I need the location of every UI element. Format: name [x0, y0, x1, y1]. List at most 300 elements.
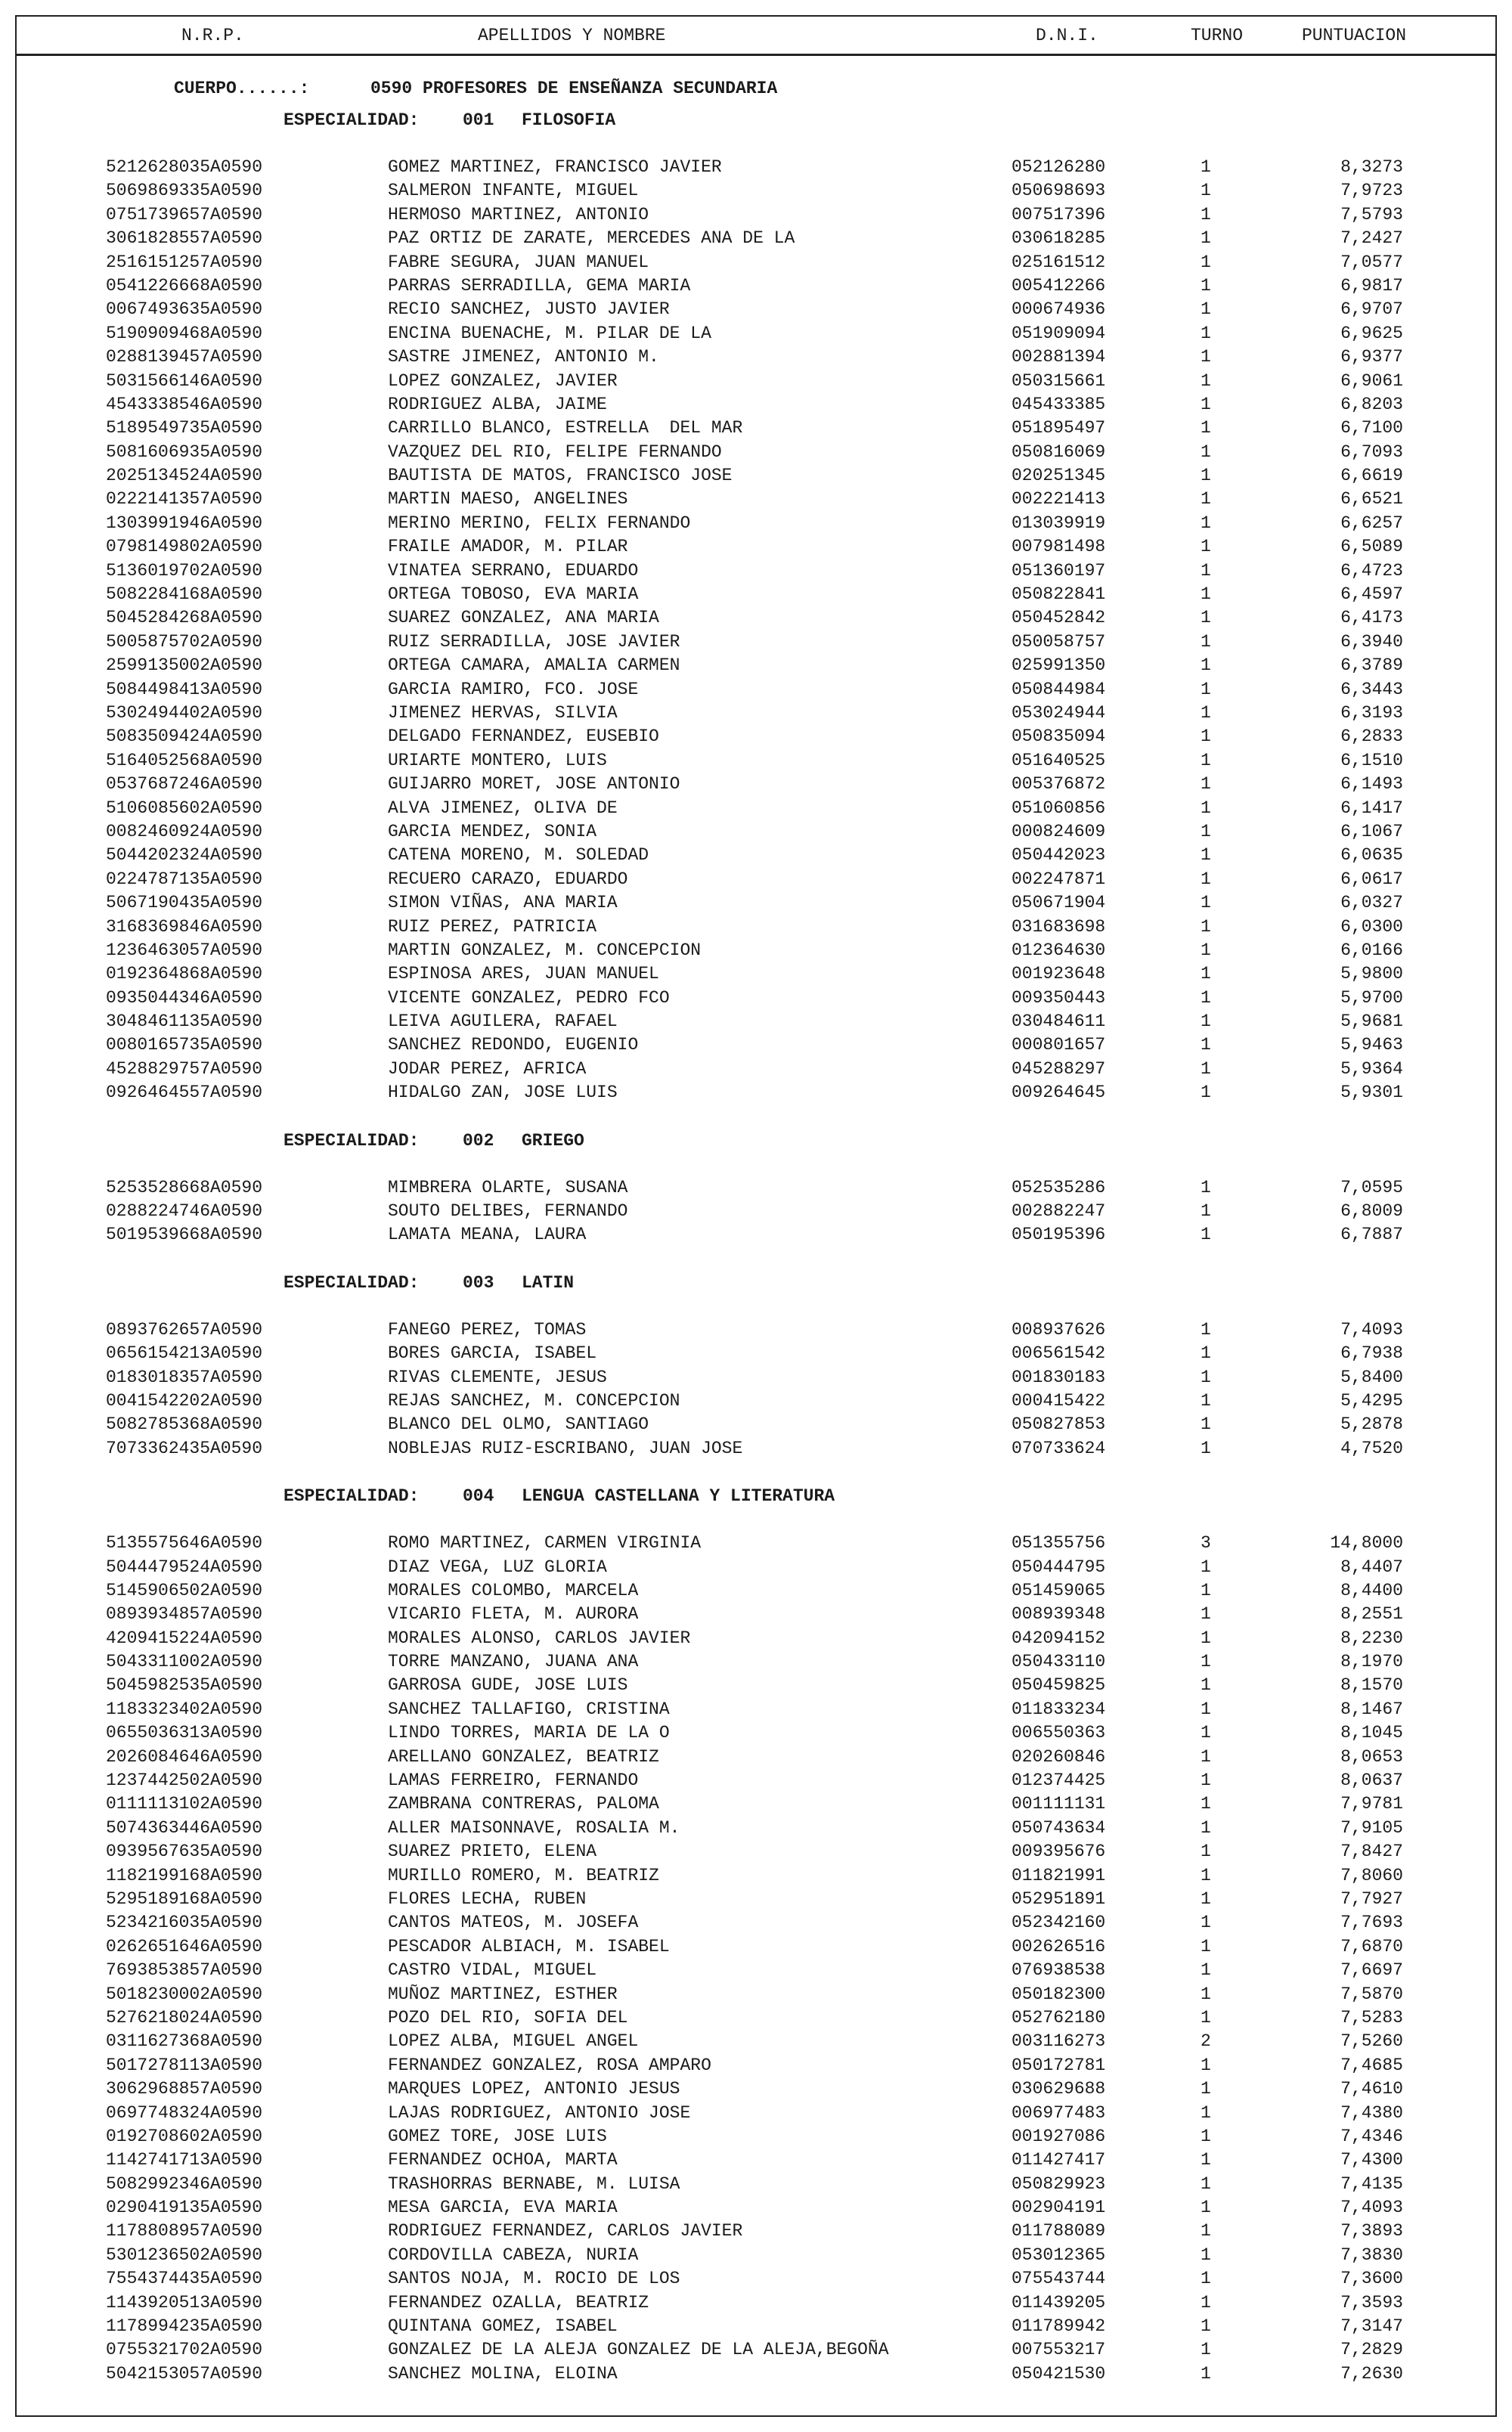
cell-dni: 050698693	[1012, 181, 1106, 201]
table-row	[15, 1792, 1497, 1816]
cell-puntuacion: 8,1045	[1340, 1723, 1403, 1743]
cell-turno: 1	[1201, 2221, 1211, 2241]
cell-puntuacion: 6,0300	[1340, 916, 1403, 937]
table-row	[15, 1746, 1497, 1769]
cell-apellidos-nombre: FANEGO PEREZ, TOMAS	[388, 1319, 587, 1340]
cell-puntuacion: 6,4173	[1340, 608, 1403, 628]
cell-nrp: 0697748324A0590	[106, 2102, 263, 2123]
cell-apellidos-nombre: MIMBRERA OLARTE, SUSANA	[388, 1177, 628, 1197]
cell-nrp: 5084498413A0590	[106, 679, 263, 699]
cell-turno: 1	[1201, 181, 1211, 201]
cell-nrp: 5044202324A0590	[106, 845, 263, 866]
cell-nrp: 3062968857A0590	[106, 2079, 263, 2099]
especialidad-heading	[15, 1129, 1497, 1176]
table-row	[15, 1058, 1497, 1081]
cell-dni: 000415422	[1012, 1390, 1106, 1411]
cell-dni: 030618285	[1012, 228, 1106, 249]
cell-turno: 1	[1201, 1012, 1211, 1032]
table-row	[15, 2030, 1497, 2053]
table-row	[15, 1081, 1497, 1104]
cell-turno: 1	[1201, 2126, 1211, 2146]
cell-dni: 050827853	[1012, 1414, 1106, 1435]
cell-dni: 011427417	[1012, 2150, 1106, 2170]
cell-turno: 1	[1201, 821, 1211, 841]
cell-puntuacion: 6,4597	[1340, 584, 1403, 605]
cell-turno: 1	[1201, 987, 1211, 1008]
table-row	[15, 1176, 1497, 1200]
cell-puntuacion: 7,4685	[1340, 2055, 1403, 2075]
cell-dni: 006550363	[1012, 1723, 1106, 1743]
table-row	[15, 820, 1497, 844]
cell-apellidos-nombre: GARCIA RAMIRO, FCO. JOSE	[388, 679, 639, 699]
header-apellidos: APELLIDOS Y NOMBRE	[478, 26, 666, 45]
cell-puntuacion: 8,4400	[1340, 1580, 1403, 1600]
table-row	[15, 1389, 1497, 1413]
cell-puntuacion: 7,3593	[1340, 2292, 1403, 2313]
cell-dni: 050315661	[1012, 370, 1106, 391]
cell-turno: 3	[1201, 1533, 1211, 1554]
table-row	[15, 749, 1497, 773]
cell-puntuacion: 7,4610	[1340, 2079, 1403, 2099]
cell-dni: 050822841	[1012, 584, 1106, 605]
especialidad-label: ESPECIALIDAD:	[284, 1272, 420, 1293]
cell-turno: 1	[1201, 1842, 1211, 1862]
cell-dni: 009395676	[1012, 1842, 1106, 1862]
cell-puntuacion: 6,0166	[1340, 940, 1403, 960]
cell-turno: 1	[1201, 418, 1211, 438]
table-row	[15, 583, 1497, 606]
table-row	[15, 512, 1497, 535]
cell-apellidos-nombre: FLORES LECHA, RUBEN	[388, 1889, 587, 1909]
cell-apellidos-nombre: SANTOS NOJA, M. ROCIO DE LOS	[388, 2269, 680, 2289]
table-row	[15, 251, 1497, 274]
cell-dni: 025161512	[1012, 252, 1106, 272]
table-row	[15, 1698, 1497, 1721]
cell-puntuacion: 7,2427	[1340, 228, 1403, 249]
cell-nrp: 0041542202A0590	[106, 1390, 263, 1411]
cell-puntuacion: 6,7100	[1340, 418, 1403, 438]
table-row	[15, 274, 1497, 298]
header-puntuacion: PUNTUACION	[1302, 26, 1407, 45]
cell-turno: 1	[1201, 1438, 1211, 1458]
cell-puntuacion: 6,4723	[1340, 560, 1403, 581]
cell-apellidos-nombre: ORTEGA CAMARA, AMALIA CARMEN	[388, 655, 680, 676]
cell-apellidos-nombre: RODRIGUEZ FERNANDEZ, CARLOS JAVIER	[388, 2221, 743, 2241]
cell-puntuacion: 6,8203	[1340, 394, 1403, 414]
cell-apellidos-nombre: MERINO MERINO, FELIX FERNANDO	[388, 513, 691, 533]
cell-nrp: 4528829757A0590	[106, 1058, 263, 1079]
table-row	[15, 2102, 1497, 2125]
cell-nrp: 0541226668A0590	[106, 275, 263, 296]
cell-nrp: 0192364868A0590	[106, 964, 263, 984]
cell-apellidos-nombre: MARTIN GONZALEZ, M. CONCEPCION	[388, 940, 702, 960]
cell-turno: 1	[1201, 940, 1211, 960]
cuerpo-label: CUERPO......:	[174, 79, 310, 98]
cell-dni: 050671904	[1012, 893, 1106, 913]
especialidad-code: 001	[463, 110, 494, 130]
cell-apellidos-nombre: ALVA JIMENEZ, OLIVA DE	[388, 798, 618, 818]
cell-puntuacion: 7,3830	[1340, 2245, 1403, 2265]
cell-dni: 052126280	[1012, 157, 1106, 177]
cell-puntuacion: 7,7693	[1340, 1913, 1403, 1933]
cell-dni: 050444795	[1012, 1557, 1106, 1577]
cell-nrp: 5082284168A0590	[106, 584, 263, 605]
cell-dni: 051895497	[1012, 418, 1106, 438]
cell-dni: 050816069	[1012, 441, 1106, 462]
cell-apellidos-nombre: PARRAS SERRADILLA, GEMA MARIA	[388, 275, 691, 296]
cell-nrp: 0798149802A0590	[106, 537, 263, 557]
especialidades-list	[15, 109, 1497, 2410]
cell-nrp: 2026084646A0590	[106, 1746, 263, 1767]
cell-dni: 075543744	[1012, 2269, 1106, 2289]
cell-nrp: 5074363446A0590	[106, 1817, 263, 1838]
cell-apellidos-nombre: SALMERON INFANTE, MIGUEL	[388, 181, 639, 201]
cell-turno: 1	[1201, 1557, 1211, 1577]
table-row	[15, 1579, 1497, 1603]
cell-nrp: 4209415224A0590	[106, 1628, 263, 1648]
cell-puntuacion: 7,0577	[1340, 252, 1403, 272]
especialidad-label: ESPECIALIDAD:	[284, 1486, 420, 1507]
table-row	[15, 559, 1497, 583]
table-row	[15, 773, 1497, 796]
cell-apellidos-nombre: PESCADOR ALBIACH, M. ISABEL	[388, 1936, 670, 1956]
cell-dni: 050433110	[1012, 1652, 1106, 1672]
table-row	[15, 891, 1497, 915]
cell-nrp: 0192708602A0590	[106, 2126, 263, 2146]
cell-nrp: 1236463057A0590	[106, 940, 263, 960]
table-row	[15, 1817, 1497, 1840]
cell-puntuacion: 6,1417	[1340, 798, 1403, 818]
cell-turno: 2	[1201, 2031, 1211, 2052]
cell-puntuacion: 5,9681	[1340, 1012, 1403, 1032]
cell-puntuacion: 8,1570	[1340, 1675, 1403, 1696]
cell-apellidos-nombre: MURILLO ROMERO, M. BEATRIZ	[388, 1865, 659, 1885]
cell-apellidos-nombre: MORALES COLOMBO, MARCELA	[388, 1580, 639, 1600]
cell-nrp: 5253528668A0590	[106, 1177, 263, 1197]
cell-apellidos-nombre: TORRE MANZANO, JUANA ANA	[388, 1652, 639, 1672]
table-row	[15, 1983, 1497, 2006]
cell-apellidos-nombre: FERNANDEZ OCHOA, MARTA	[388, 2150, 618, 2170]
cell-puntuacion: 7,3893	[1340, 2221, 1403, 2241]
cell-apellidos-nombre: FRAILE AMADOR, M. PILAR	[388, 537, 628, 557]
cell-puntuacion: 6,1493	[1340, 774, 1403, 795]
cell-apellidos-nombre: GARROSA GUDE, JOSE LUIS	[388, 1675, 628, 1696]
cell-nrp: 0926464557A0590	[106, 1083, 263, 1103]
table-row	[15, 654, 1497, 677]
table-row	[15, 2149, 1497, 2172]
cell-puntuacion: 7,4346	[1340, 2126, 1403, 2146]
table-row	[15, 1627, 1497, 1650]
cell-dni: 076938538	[1012, 1960, 1106, 1981]
cell-puntuacion: 7,4135	[1340, 2173, 1403, 2194]
cell-dni: 050421530	[1012, 2363, 1106, 2384]
table-row	[15, 179, 1497, 203]
cell-nrp: 0224787135A0590	[106, 869, 263, 889]
cell-apellidos-nombre: MORALES ALONSO, CARLOS JAVIER	[388, 1628, 691, 1648]
cell-apellidos-nombre: ENCINA BUENACHE, M. PILAR DE LA	[388, 323, 711, 343]
cell-apellidos-nombre: RUIZ SERRADILLA, JOSE JAVIER	[388, 631, 680, 652]
cell-turno: 1	[1201, 1865, 1211, 1885]
cell-apellidos-nombre: GUIJARRO MORET, JOSE ANTONIO	[388, 774, 680, 795]
cell-apellidos-nombre: GONZALEZ DE LA ALEJA GONZALEZ DE LA ALEJA,BEGOÑA	[388, 2340, 889, 2360]
especialidad-label: ESPECIALIDAD:	[284, 1130, 420, 1151]
table-row	[15, 987, 1497, 1010]
cell-puntuacion: 7,5793	[1340, 204, 1403, 225]
cell-dni: 053012365	[1012, 2245, 1106, 2265]
cell-turno: 1	[1201, 1675, 1211, 1696]
cell-apellidos-nombre: HERMOSO MARTINEZ, ANTONIO	[388, 204, 649, 225]
cell-nrp: 3061828557A0590	[106, 228, 263, 249]
cell-turno: 1	[1201, 1367, 1211, 1387]
cell-turno: 1	[1201, 798, 1211, 818]
table-row	[15, 156, 1497, 179]
cell-turno: 1	[1201, 1984, 1211, 2004]
cell-turno: 1	[1201, 893, 1211, 913]
cell-turno: 1	[1201, 1746, 1211, 1767]
cell-nrp: 0655036313A0590	[106, 1723, 263, 1743]
cell-dni: 051360197	[1012, 560, 1106, 581]
cell-nrp: 0656154213A0590	[106, 1343, 263, 1364]
cell-dni: 011789942	[1012, 2316, 1106, 2337]
cell-dni: 007553217	[1012, 2340, 1106, 2360]
cell-dni: 002626516	[1012, 1936, 1106, 1956]
cell-apellidos-nombre: PAZ ORTIZ DE ZARATE, MERCEDES ANA DE LA	[388, 228, 795, 249]
cell-apellidos-nombre: JODAR PEREZ, AFRICA	[388, 1058, 587, 1079]
cell-puntuacion: 7,5260	[1340, 2031, 1403, 2052]
cell-puntuacion: 6,9625	[1340, 323, 1403, 343]
cell-nrp: 0755321702A0590	[106, 2340, 263, 2360]
cell-dni: 005412266	[1012, 275, 1106, 296]
cell-puntuacion: 5,9301	[1340, 1083, 1403, 1103]
cell-nrp: 1143920513A0590	[106, 2292, 263, 2313]
cell-puntuacion: 6,3193	[1340, 702, 1403, 723]
cell-nrp: 7554374435A0590	[106, 2269, 263, 2289]
cell-turno: 1	[1201, 702, 1211, 723]
cell-turno: 1	[1201, 2150, 1211, 2170]
table-row	[15, 2315, 1497, 2338]
table-row	[15, 1532, 1497, 1555]
cell-nrp: 0751739657A0590	[106, 204, 263, 225]
cell-apellidos-nombre: VINATEA SERRANO, EDUARDO	[388, 560, 639, 581]
especialidad-heading	[15, 1485, 1497, 1532]
cell-turno: 1	[1201, 750, 1211, 770]
cell-apellidos-nombre: ALLER MAISONNAVE, ROSALIA M.	[388, 1817, 680, 1838]
table-row	[15, 488, 1497, 511]
cell-nrp: 5190909468A0590	[106, 323, 263, 343]
especialidad-name: GRIEGO	[522, 1130, 584, 1151]
cell-nrp: 5045284268A0590	[106, 608, 263, 628]
especialidad-code: 002	[463, 1130, 494, 1151]
cell-nrp: 5031566146A0590	[106, 370, 263, 391]
cell-nrp: 5019539668A0590	[106, 1225, 263, 1245]
cell-puntuacion: 6,0635	[1340, 845, 1403, 866]
cell-apellidos-nombre: JIMENEZ HERVAS, SILVIA	[388, 702, 618, 723]
cell-nrp: 5082785368A0590	[106, 1414, 263, 1435]
header-turno: TURNO	[1191, 26, 1244, 45]
cell-apellidos-nombre: URIARTE MONTERO, LUIS	[388, 750, 607, 770]
cell-puntuacion: 7,2829	[1340, 2340, 1403, 2360]
table-row	[15, 962, 1497, 986]
cell-nrp: 7693853857A0590	[106, 1960, 263, 1981]
cell-nrp: 0080165735A0590	[106, 1035, 263, 1055]
cell-puntuacion: 7,6697	[1340, 1960, 1403, 1981]
table-row	[15, 464, 1497, 488]
cell-dni: 012364630	[1012, 940, 1106, 960]
table-row	[15, 1935, 1497, 1959]
especialidad-section	[15, 1485, 1497, 2410]
cell-dni: 008937626	[1012, 1319, 1106, 1340]
cuerpo-heading	[15, 76, 1497, 109]
cell-apellidos-nombre: NOBLEJAS RUIZ-ESCRIBANO, JUAN JOSE	[388, 1438, 743, 1458]
cell-nrp: 5042153057A0590	[106, 2363, 263, 2384]
cell-dni: 005376872	[1012, 774, 1106, 795]
cell-puntuacion: 7,6870	[1340, 1936, 1403, 1956]
cell-puntuacion: 7,4380	[1340, 2102, 1403, 2123]
cell-dni: 050844984	[1012, 679, 1106, 699]
cell-nrp: 7073362435A0590	[106, 1438, 263, 1458]
cell-puntuacion: 5,9800	[1340, 964, 1403, 984]
cell-turno: 1	[1201, 275, 1211, 296]
section-spacer	[15, 1105, 1497, 1129]
cell-turno: 1	[1201, 394, 1211, 414]
cell-puntuacion: 4,7520	[1340, 1438, 1403, 1458]
especialidad-heading	[15, 109, 1497, 156]
cell-dni: 020251345	[1012, 466, 1106, 486]
cell-nrp: 2025134524A0590	[106, 466, 263, 486]
cell-turno: 1	[1201, 916, 1211, 937]
cell-apellidos-nombre: SANCHEZ REDONDO, EUGENIO	[388, 1035, 639, 1055]
cell-dni: 045433385	[1012, 394, 1106, 414]
cell-apellidos-nombre: MESA GARCIA, EVA MARIA	[388, 2198, 618, 2218]
table-row	[15, 2173, 1497, 2196]
cell-nrp: 4543338546A0590	[106, 394, 263, 414]
especialidad-section	[15, 1272, 1497, 1485]
cell-turno: 1	[1201, 347, 1211, 367]
table-row	[15, 1864, 1497, 1888]
cell-apellidos-nombre: SANCHEZ TALLAFIGO, CRISTINA	[388, 1699, 670, 1719]
cell-dni: 002221413	[1012, 489, 1106, 510]
table-row	[15, 2291, 1497, 2315]
cell-puntuacion: 8,2230	[1340, 1628, 1403, 1648]
cell-dni: 020260846	[1012, 1746, 1106, 1767]
cell-nrp: 5043311002A0590	[106, 1652, 263, 1672]
cell-apellidos-nombre: DIAZ VEGA, LUZ GLORIA	[388, 1557, 607, 1577]
table-row	[15, 702, 1497, 725]
cell-apellidos-nombre: CASTRO VIDAL, MIGUEL	[388, 1960, 597, 1981]
cell-puntuacion: 7,4093	[1340, 2198, 1403, 2218]
cell-apellidos-nombre: HIDALGO ZAN, JOSE LUIS	[388, 1083, 618, 1103]
cell-puntuacion: 8,2551	[1340, 1604, 1403, 1625]
cell-turno: 1	[1201, 774, 1211, 795]
cell-apellidos-nombre: VICARIO FLETA, M. AURORA	[388, 1604, 639, 1625]
cell-apellidos-nombre: FERNANDEZ GONZALEZ, ROSA AMPARO	[388, 2055, 711, 2075]
cell-apellidos-nombre: BORES GARCIA, ISABEL	[388, 1343, 597, 1364]
cell-apellidos-nombre: RODRIGUEZ ALBA, JAIME	[388, 394, 607, 414]
especialidad-name: LENGUA CASTELLANA Y LITERATURA	[522, 1486, 835, 1507]
cell-nrp: 3168369846A0590	[106, 916, 263, 937]
cell-dni: 052342160	[1012, 1913, 1106, 1933]
table-row	[15, 1603, 1497, 1626]
cell-nrp: 0893934857A0590	[106, 1604, 263, 1625]
cell-turno: 1	[1201, 1699, 1211, 1719]
table-row	[15, 203, 1497, 227]
cell-nrp: 1183323402A0590	[106, 1699, 263, 1719]
cell-dni: 050743634	[1012, 1817, 1106, 1838]
cell-dni: 051355756	[1012, 1533, 1106, 1554]
cell-turno: 1	[1201, 1817, 1211, 1838]
cell-turno: 1	[1201, 513, 1211, 533]
cell-nrp: 5135575646A0590	[106, 1533, 263, 1554]
cell-turno: 1	[1201, 299, 1211, 320]
cell-apellidos-nombre: CARRILLO BLANCO, ESTRELLA DEL MAR	[388, 418, 743, 438]
cell-dni: 001923648	[1012, 964, 1106, 984]
cell-apellidos-nombre: ESPINOSA ARES, JUAN MANUEL	[388, 964, 659, 984]
cell-nrp: 5212628035A0590	[106, 157, 263, 177]
cell-turno: 1	[1201, 1225, 1211, 1245]
cell-nrp: 0183018357A0590	[106, 1367, 263, 1387]
table-row	[15, 2362, 1497, 2386]
cell-turno: 1	[1201, 1771, 1211, 1791]
table-row	[15, 1033, 1497, 1057]
table-row	[15, 2077, 1497, 2101]
cell-dni: 050835094	[1012, 727, 1106, 747]
table-row	[15, 322, 1497, 345]
table-row	[15, 1413, 1497, 1436]
cell-dni: 051060856	[1012, 798, 1106, 818]
cell-turno: 1	[1201, 560, 1211, 581]
cell-nrp: 1182199168A0590	[106, 1865, 263, 1885]
cell-turno: 1	[1201, 370, 1211, 391]
cell-turno: 1	[1201, 655, 1211, 676]
cell-apellidos-nombre: CATENA MORENO, M. SOLEDAD	[388, 845, 649, 866]
table-row	[15, 2220, 1497, 2243]
cell-dni: 053024944	[1012, 702, 1106, 723]
table-row	[15, 606, 1497, 630]
cell-dni: 050172781	[1012, 2055, 1106, 2075]
cell-apellidos-nombre: LAMATA MEANA, LAURA	[388, 1225, 587, 1245]
table-row	[15, 345, 1497, 369]
cell-turno: 1	[1201, 845, 1211, 866]
cell-puntuacion: 5,2878	[1340, 1414, 1403, 1435]
cell-puntuacion: 7,2630	[1340, 2363, 1403, 2384]
cell-apellidos-nombre: FERNANDEZ OZALLA, BEATRIZ	[388, 2292, 649, 2313]
cell-nrp: 1237442502A0590	[106, 1771, 263, 1791]
table-row	[15, 939, 1497, 962]
cell-dni: 006561542	[1012, 1343, 1106, 1364]
cell-nrp: 0082460924A0590	[106, 821, 263, 841]
cell-puntuacion: 7,5870	[1340, 1984, 1403, 2004]
table-row	[15, 868, 1497, 891]
cell-apellidos-nombre: CANTOS MATEOS, M. JOSEFA	[388, 1913, 639, 1933]
cell-apellidos-nombre: MARTIN MAESO, ANGELINES	[388, 489, 628, 510]
cell-dni: 052535286	[1012, 1177, 1106, 1197]
table-row	[15, 1888, 1497, 1911]
cell-dni: 050442023	[1012, 845, 1106, 866]
especialidad-label: ESPECIALIDAD:	[284, 110, 420, 130]
cell-puntuacion: 5,8400	[1340, 1367, 1403, 1387]
cell-dni: 052762180	[1012, 2007, 1106, 2028]
cell-puntuacion: 6,7938	[1340, 1343, 1403, 1364]
cell-puntuacion: 6,8009	[1340, 1201, 1403, 1222]
cell-puntuacion: 6,2833	[1340, 727, 1403, 747]
cell-apellidos-nombre: DELGADO FERNANDEZ, EUSEBIO	[388, 727, 659, 747]
cell-puntuacion: 6,6521	[1340, 489, 1403, 510]
especialidad-name: FILOSOFIA	[522, 110, 616, 130]
cell-apellidos-nombre: REJAS SANCHEZ, M. CONCEPCION	[388, 1390, 680, 1411]
cell-apellidos-nombre: RECUERO CARAZO, EDUARDO	[388, 869, 628, 889]
cell-puntuacion: 6,9377	[1340, 347, 1403, 367]
cell-apellidos-nombre: TRASHORRAS BERNABE, M. LUISA	[388, 2173, 680, 2194]
